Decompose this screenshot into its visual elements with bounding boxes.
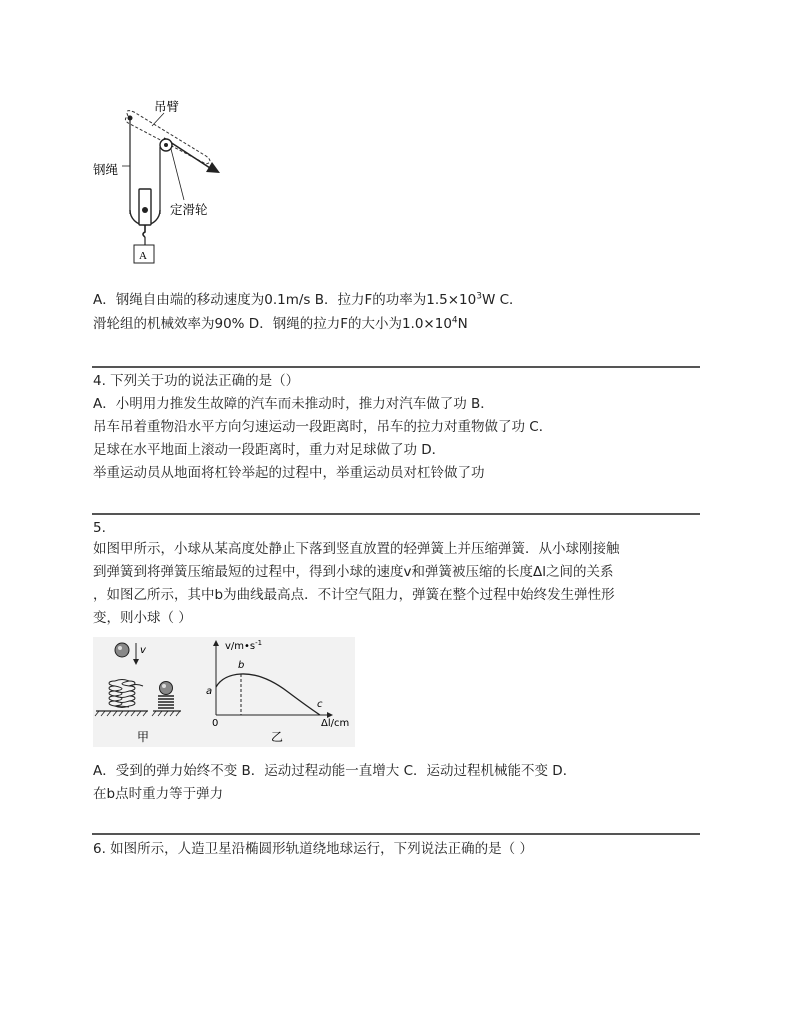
q5-stem-line: 变，则小球（ ） (93, 610, 192, 626)
q4-option-line: A．小明用力推发生故障的汽车而未推动时，推力对汽车做了功 B． (93, 396, 494, 412)
movable-pulley (130, 189, 160, 237)
q3-options-line1-tail: W C． (481, 292, 523, 308)
label-fixed-pulley: 定滑轮 (170, 202, 208, 217)
q3-force-exponent: 4 (451, 315, 458, 326)
q5-options-line: 在b点时重力等于弹力 (93, 786, 224, 802)
q5-number: 5. (93, 520, 106, 536)
divider (92, 366, 700, 368)
q5-stem-line: 到弹簧到将弹簧压缩最短的过程中，得到小球的速度v和弹簧被压缩的长度Δl之间的关系 (93, 564, 614, 580)
q6-stem: 6. 如图所示，人造卫星沿椭圆形轨道绕地球运行，下列说法正确的是（ ） (93, 841, 533, 857)
label-load: A (139, 250, 147, 262)
q4-option-line: 吊车吊着重物沿水平方向匀速运动一段距离时，吊车的拉力对重物做了功 C． (93, 419, 553, 435)
q4-option-line: 举重运动员从地面将杠铃举起的过程中，举重运动员对杠铃做了功 (93, 465, 485, 481)
q3-options-line1-text: A．钢绳自由端的移动速度为0.1m/s B．拉力F的功率为1.5×10 (93, 292, 477, 308)
label-boom: 吊臂 (154, 99, 180, 114)
label-figure-yi: 乙 (271, 730, 284, 744)
graph-y-label-exponent: -1 (255, 639, 263, 647)
q4-option-line: 足球在水平地面上滚动一段距离时，重力对足球做了功 D． (93, 442, 446, 458)
graph-y-label-text: v/m•s (225, 641, 256, 652)
point-c-label: c (317, 699, 323, 710)
fixed-pulley (160, 139, 172, 151)
divider (92, 513, 700, 515)
q5-stem-line: 如图甲所示，小球从某高度处静止下落到竖直放置的轻弹簧上并压缩弹簧．从小球刚接触 (93, 541, 620, 557)
q5-stem-line: ，如图乙所示，其中b为曲线最高点．不计空气阻力，弹簧在整个过程中始终发生弹性形 (93, 587, 615, 603)
q3-options-line2-text: 滑轮组的机械效率为90% D．钢绳的拉力F的大小为1.0×10 (93, 316, 452, 332)
boom-arm (125, 111, 220, 173)
q4-stem: 4. 下列关于功的说法正确的是（） (93, 373, 300, 389)
q5-options-line: A．受到的弹力始终不变 B．运动过程动能一直增大 C．运动过程机械能不变 D． (93, 763, 577, 779)
q3-options-line2 (93, 313, 468, 336)
label-rope: 钢绳 (93, 162, 119, 177)
q3-options-line2-tail: N (457, 316, 468, 332)
point-a-label: a (206, 686, 213, 697)
label-velocity: v (140, 645, 146, 656)
label-figure-jia: 甲 (137, 730, 150, 744)
spring-ball-figure (93, 637, 355, 747)
figure-background (93, 637, 355, 747)
ball-falling (115, 643, 129, 657)
ball-on-spring (160, 682, 173, 695)
point-b-label: b (238, 660, 245, 671)
q3-power-exponent: 3 (476, 291, 482, 302)
divider (92, 833, 700, 835)
crane-pulley-figure (88, 92, 238, 267)
graph-origin: 0 (212, 718, 219, 729)
graph-x-label: Δl/cm (321, 718, 350, 729)
q3-options-line1 (93, 289, 523, 312)
